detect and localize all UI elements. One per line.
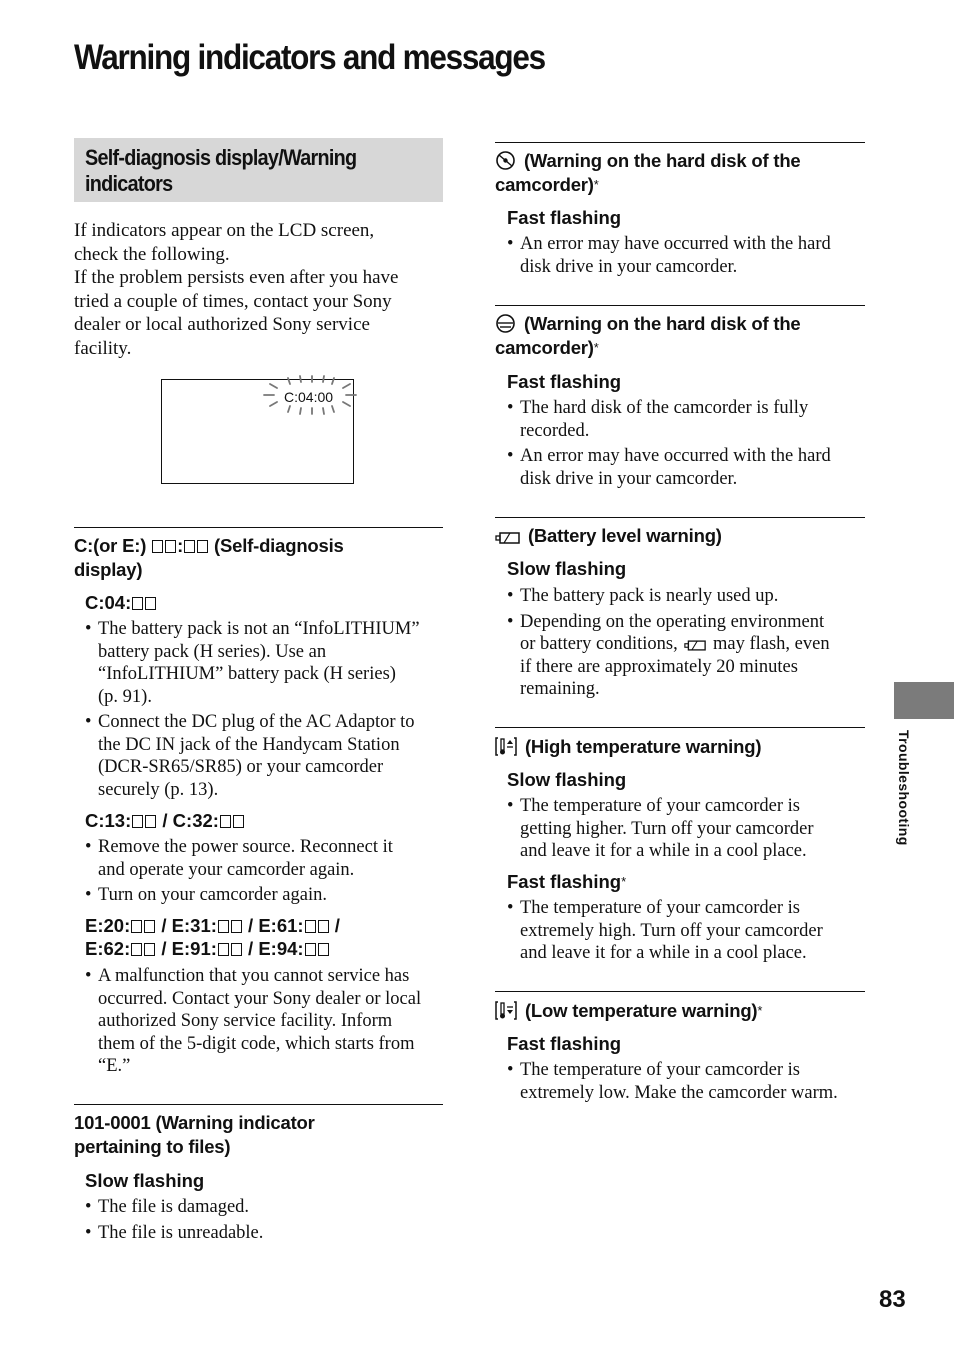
code-c04-label: C:04: — [85, 591, 157, 614]
battery-empty-icon — [684, 639, 706, 652]
hdd-warning-heading: (Warning on the hard disk of the camcorder)* — [495, 150, 801, 195]
file-warning-sub: Slow flashing — [85, 1170, 205, 1191]
list-item: • The temperature of your camcorder is extremely high. Turn off your camcorder and leave it for a while in a cool place. — [507, 897, 877, 965]
divider — [74, 527, 443, 528]
code-e-labels: E:20: / E:31: / E:61: / E:62: / E:91: / E:94: — [85, 915, 340, 959]
code-c13-list — [85, 836, 455, 907]
file-warning-list — [85, 1196, 455, 1244]
hdd-warning-sub: Fast flashing — [507, 207, 622, 228]
high-temp-fast-sub: Fast flashing* — [507, 871, 627, 892]
low-temp-sub: Fast flashing — [507, 1033, 622, 1054]
list-item: • The temperature of your camcorder is getting higher. Turn off your camcorder and leave it for a while in a cool place. — [507, 795, 877, 863]
list-item: • Turn on your camcorder again. — [85, 884, 455, 907]
code-c04-list — [85, 618, 455, 801]
high-temperature-icon — [495, 737, 517, 756]
list-item: • The file is unreadable. — [85, 1222, 455, 1245]
hdd-warning-list — [507, 233, 877, 278]
list-item: • The hard disk of the camcorder is fully recorded. — [507, 397, 877, 442]
page-number: 83 — [879, 1286, 906, 1313]
divider — [495, 305, 865, 306]
list-item: • The battery pack is not an “InfoLITHIUM” battery pack (H series). Use an “InfoLITHIUM” battery pack (H series) (p. 91). — [85, 618, 455, 708]
digit-placeholder-icon — [197, 540, 208, 553]
list-item: • Connect the DC plug of the AC Adaptor to the DC IN jack of the Handycam Station (DCR-SR65/SR85) or your camcorder securely (p. 13). — [85, 711, 455, 801]
self-diagnosis-heading: C:(or E:) : (Self-diagnosis display) — [74, 535, 344, 580]
page-title: Warning indicators and messages — [74, 38, 545, 77]
high-temp-slow-list — [507, 795, 877, 863]
low-temperature-icon — [495, 1001, 517, 1020]
divider — [495, 142, 865, 143]
list-item: • The file is damaged. — [85, 1196, 455, 1219]
list-item: • An error may have occurred with the hard disk drive in your camcorder. — [507, 233, 877, 278]
battery-warning-list — [507, 585, 877, 701]
list-item: • Depending on the operating environment or battery conditions, may flash, even if there are approximately 20 minutes remaining. — [507, 611, 877, 701]
list-item: • A malfunction that you cannot service has occurred. Contact your Sony dealer or local authorized Sony service facility. Inform them of the 5-digit code, which starts from “E.” — [85, 965, 455, 1078]
chapter-tab-marker — [894, 682, 954, 719]
hdd-full-heading: (Warning on the hard disk of the camcorder)* — [495, 313, 801, 358]
hard-disk-full-icon — [495, 314, 516, 333]
divider — [74, 1104, 443, 1105]
low-temp-heading: (Low temperature warning)* — [495, 999, 762, 1023]
low-temp-list — [507, 1059, 877, 1104]
battery-warning-heading: (Battery level warning) — [495, 524, 722, 548]
hard-disk-warning-icon — [495, 151, 516, 170]
divider — [495, 991, 865, 992]
battery-empty-icon — [495, 531, 520, 545]
section-heading: Self-diagnosis display/Warning indicators — [74, 138, 443, 202]
digit-placeholder-icon — [165, 540, 176, 553]
code-c13-label: C:13: / C:32: — [85, 809, 245, 832]
list-item: • An error may have occurred with the hard disk drive in your camcorder. — [507, 445, 877, 490]
list-item: • The battery pack is nearly used up. — [507, 585, 877, 608]
high-temp-slow-sub: Slow flashing — [507, 769, 627, 790]
file-warning-heading: 101-0001 (Warning indicator pertaining to files) — [74, 1112, 315, 1157]
intro-paragraph: If indicators appear on the LCD screen, check the following. If the problem persists even after you have tried a couple of times, contact your Sony dealer or local authorized Sony service facility. — [74, 220, 399, 359]
high-temp-fast-list — [507, 897, 877, 965]
hdd-full-sub: Fast flashing — [507, 371, 622, 392]
digit-placeholder-icon — [152, 540, 163, 553]
hdd-full-list — [507, 397, 877, 490]
code-e-list — [85, 965, 455, 1078]
battery-warning-sub: Slow flashing — [507, 558, 627, 579]
chapter-tab-label: Troubleshooting — [896, 730, 912, 846]
lcd-screen-illustration — [161, 379, 354, 484]
list-item: • Remove the power source. Reconnect it and operate your camcorder again. — [85, 836, 455, 881]
high-temp-heading: (High temperature warning) — [495, 735, 761, 759]
divider — [495, 517, 865, 518]
list-item: • The temperature of your camcorder is extremely low. Make the camcorder warm. — [507, 1059, 877, 1104]
lcd-error-code: C:04:00 — [284, 389, 334, 405]
digit-placeholder-icon — [184, 540, 195, 553]
divider — [495, 727, 865, 728]
